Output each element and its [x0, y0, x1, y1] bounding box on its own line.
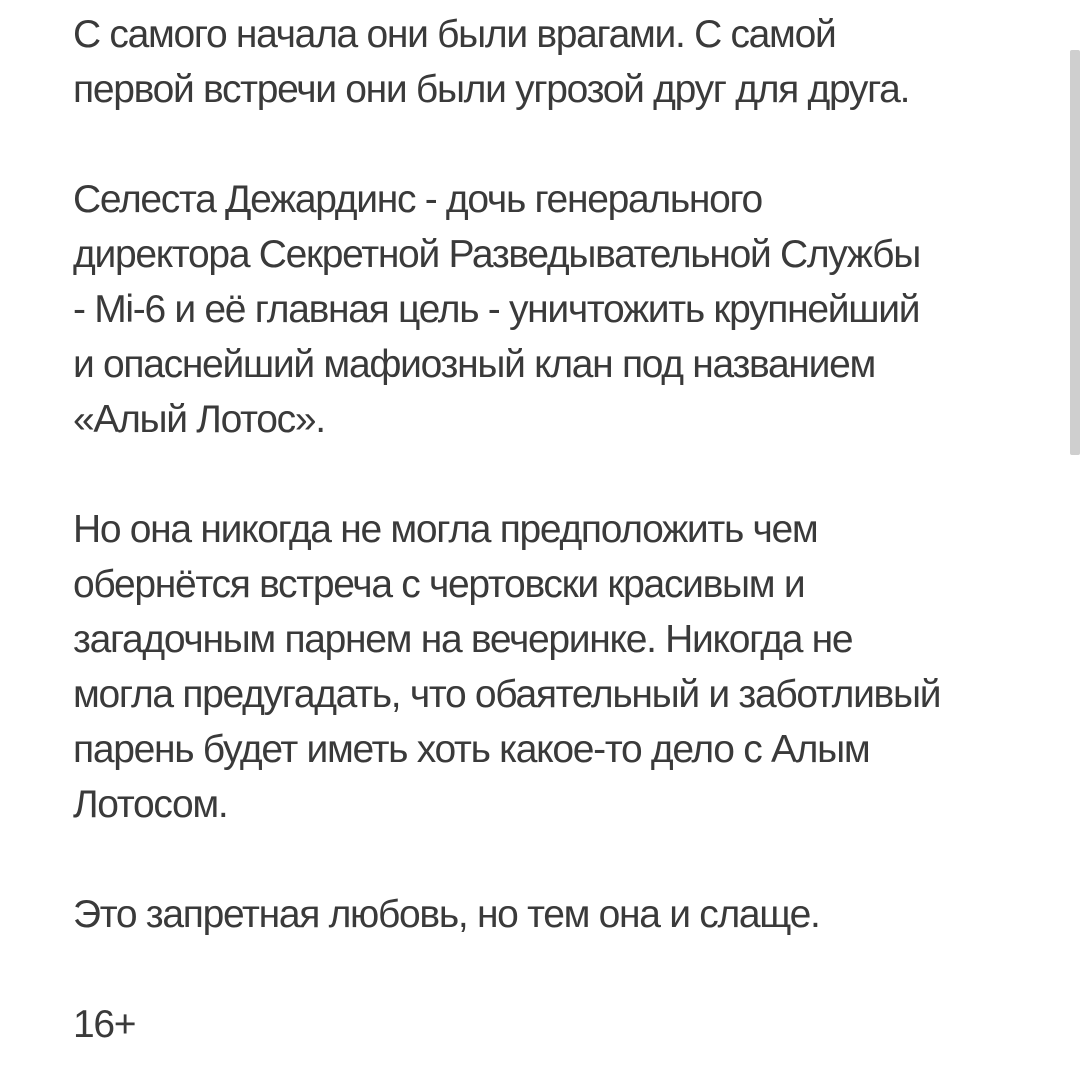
age-rating: 16+	[73, 1003, 136, 1046]
scrollbar-thumb[interactable]	[1070, 50, 1080, 455]
story-description	[73, 7, 1033, 1052]
paragraph-intro: С самого начала они были врагами. С самой первой встречи они были угрозой друг для друга.	[73, 13, 910, 111]
paragraph-tagline: Это запретная любовь, но тем она и слаще.	[73, 893, 820, 936]
paragraph-heroine: Селеста Дежардинс - дочь генерального директора Секретной Разведывательной Службы - Mi-6 и её главная цель - уничтожить крупнейший и опаснейший мафиозный клан под названием «Алый Лотос».	[73, 178, 920, 441]
paragraph-meeting: Но она никогда не могла предположить чем обернётся встреча с чертовски красивым и загадочным парнем на вечеринке. Никогда не могла предугадать, что обаятельный и заботливый парень будет иметь хоть какое-то дело с Алым Лотосом.	[73, 508, 941, 826]
